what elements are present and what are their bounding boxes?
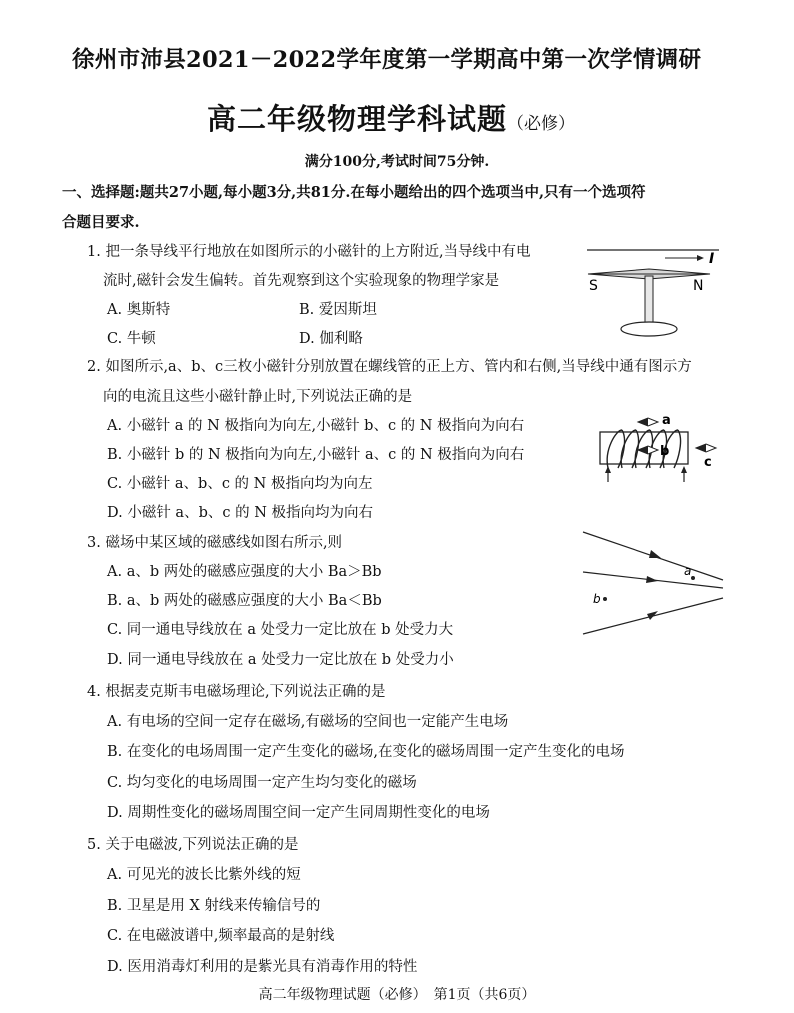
q4-stem: 4. 根据麦克斯韦电磁场理论,下列说法正确的是 [87, 684, 386, 700]
exam-title-suffix: （必修） [507, 114, 576, 134]
north-label: N [693, 278, 704, 294]
field-lines [583, 532, 723, 634]
exam-title-text: 高二年级物理学科试题 [207, 102, 508, 136]
q2-stem-line2: 向的电流且这些小磁针静止时,下列说法正确的是 [103, 389, 413, 405]
q2-stem-line1: 2. 如图所示,a、b、c三枚小磁针分别放置在螺线管的正上方、管内和右侧,当导线中通有图示方 [87, 359, 692, 375]
q4-option-a[interactable]: A. 有电场的空间一定存在磁场,有磁场的空间也一定能产生电场 [107, 714, 509, 730]
figure-field-lines [575, 528, 727, 638]
current-label: I [709, 251, 715, 267]
point-b-dot [603, 597, 607, 601]
q2-option-b[interactable]: B. 小磁针 b 的 N 极指向为向左,小磁针 a、c 的 N 极指向为向右 [107, 447, 525, 463]
q2-option-a[interactable]: A. 小磁针 a 的 N 极指向为向左,小磁针 b、c 的 N 极指向为向右 [107, 418, 525, 434]
exam-title [207, 97, 575, 138]
q2-option-d[interactable]: D. 小磁针 a、b、c 的 N 极指向均为向右 [107, 505, 373, 521]
field-arrow-2-icon [646, 576, 658, 583]
q4-option-c[interactable]: C. 均匀变化的电场周围一定产生均匀变化的磁场 [107, 775, 417, 791]
stand-base [621, 322, 677, 336]
compass-b-label: b [660, 444, 670, 459]
q1-stem-line2: 流时,磁针会发生偏转。首先观察到这个实验现象的物理学家是 [103, 273, 500, 289]
point-b-label: b [593, 592, 601, 606]
q4-option-b[interactable]: B. 在变化的电场周围一定产生变化的磁场,在变化的磁场周围一定产生变化的电场 [107, 744, 625, 760]
q3-option-b[interactable]: B. a、b 两处的磁感应强度的大小 Ba＜Bb [107, 593, 382, 609]
current-arrowhead-icon [697, 255, 704, 261]
south-label: S [589, 278, 598, 294]
q5-stem: 5. 关于电磁波,下列说法正确的是 [87, 837, 299, 853]
point-a-dot [691, 576, 695, 580]
exam-header-line: 徐州市沛县2021－2022学年度第一学期高中第一次学情调研 [72, 47, 702, 73]
page-footer: 高二年级物理试题（必修） 第1页（共6页） [258, 987, 536, 1003]
q1-option-c[interactable]: C. 牛顿 [107, 331, 156, 347]
figure-solenoid [592, 410, 727, 490]
q5-option-c[interactable]: C. 在电磁波谱中,频率最高的是射线 [107, 928, 335, 944]
compass-a-icon [638, 418, 658, 426]
q1-option-d[interactable]: D. 伽利略 [299, 331, 363, 347]
compass-c-icon [696, 444, 716, 452]
q5-option-b[interactable]: B. 卫星是用 X 射线来传输信号的 [107, 898, 321, 914]
needle-stand [645, 276, 653, 328]
section-heading-line1: 一、选择题:题共27小题,每小题3分,共81分.在每小题给出的四个选项当中,只有一个选项符 [62, 184, 646, 201]
q3-option-c[interactable]: C. 同一通电导线放在 a 处受力一定比放在 b 处受力大 [107, 622, 454, 638]
compass-c-label: c [704, 455, 712, 470]
q3-option-d[interactable]: D. 同一通电导线放在 a 处受力一定比放在 b 处受力小 [107, 652, 454, 668]
field-arrow-1-icon [649, 550, 661, 558]
point-a-label: a [684, 564, 692, 578]
q1-stem-line1: 1. 把一条导线平行地放在如图所示的小磁针的上方附近,当导线中有电 [87, 244, 531, 260]
current-in-arrow-icon [605, 466, 611, 473]
figure-compass-wire [583, 240, 723, 340]
q5-option-d[interactable]: D. 医用消毒灯利用的是紫光具有消毒作用的特性 [107, 959, 418, 975]
q4-option-d[interactable]: D. 周期性变化的磁场周围空间一定产生同周期性变化的电场 [107, 805, 490, 821]
q2-option-c[interactable]: C. 小磁针 a、b、c 的 N 极指向均为向左 [107, 476, 373, 492]
exam-info: 满分100分,考试时间75分钟. [304, 154, 490, 170]
section-heading-line2: 合题目要求. [62, 214, 140, 231]
current-out-arrow-icon [681, 466, 687, 473]
q1-option-b[interactable]: B. 爱因斯坦 [299, 302, 377, 318]
q1-option-a[interactable]: A. 奥斯特 [107, 302, 171, 318]
compass-a-label: a [662, 413, 671, 428]
q3-option-a[interactable]: A. a、b 两处的磁感应强度的大小 Ba＞Bb [107, 564, 382, 580]
q5-option-a[interactable]: A. 可见光的波长比紫外线的短 [107, 867, 301, 883]
q3-stem: 3. 磁场中某区域的磁感线如图右所示,则 [87, 535, 343, 551]
